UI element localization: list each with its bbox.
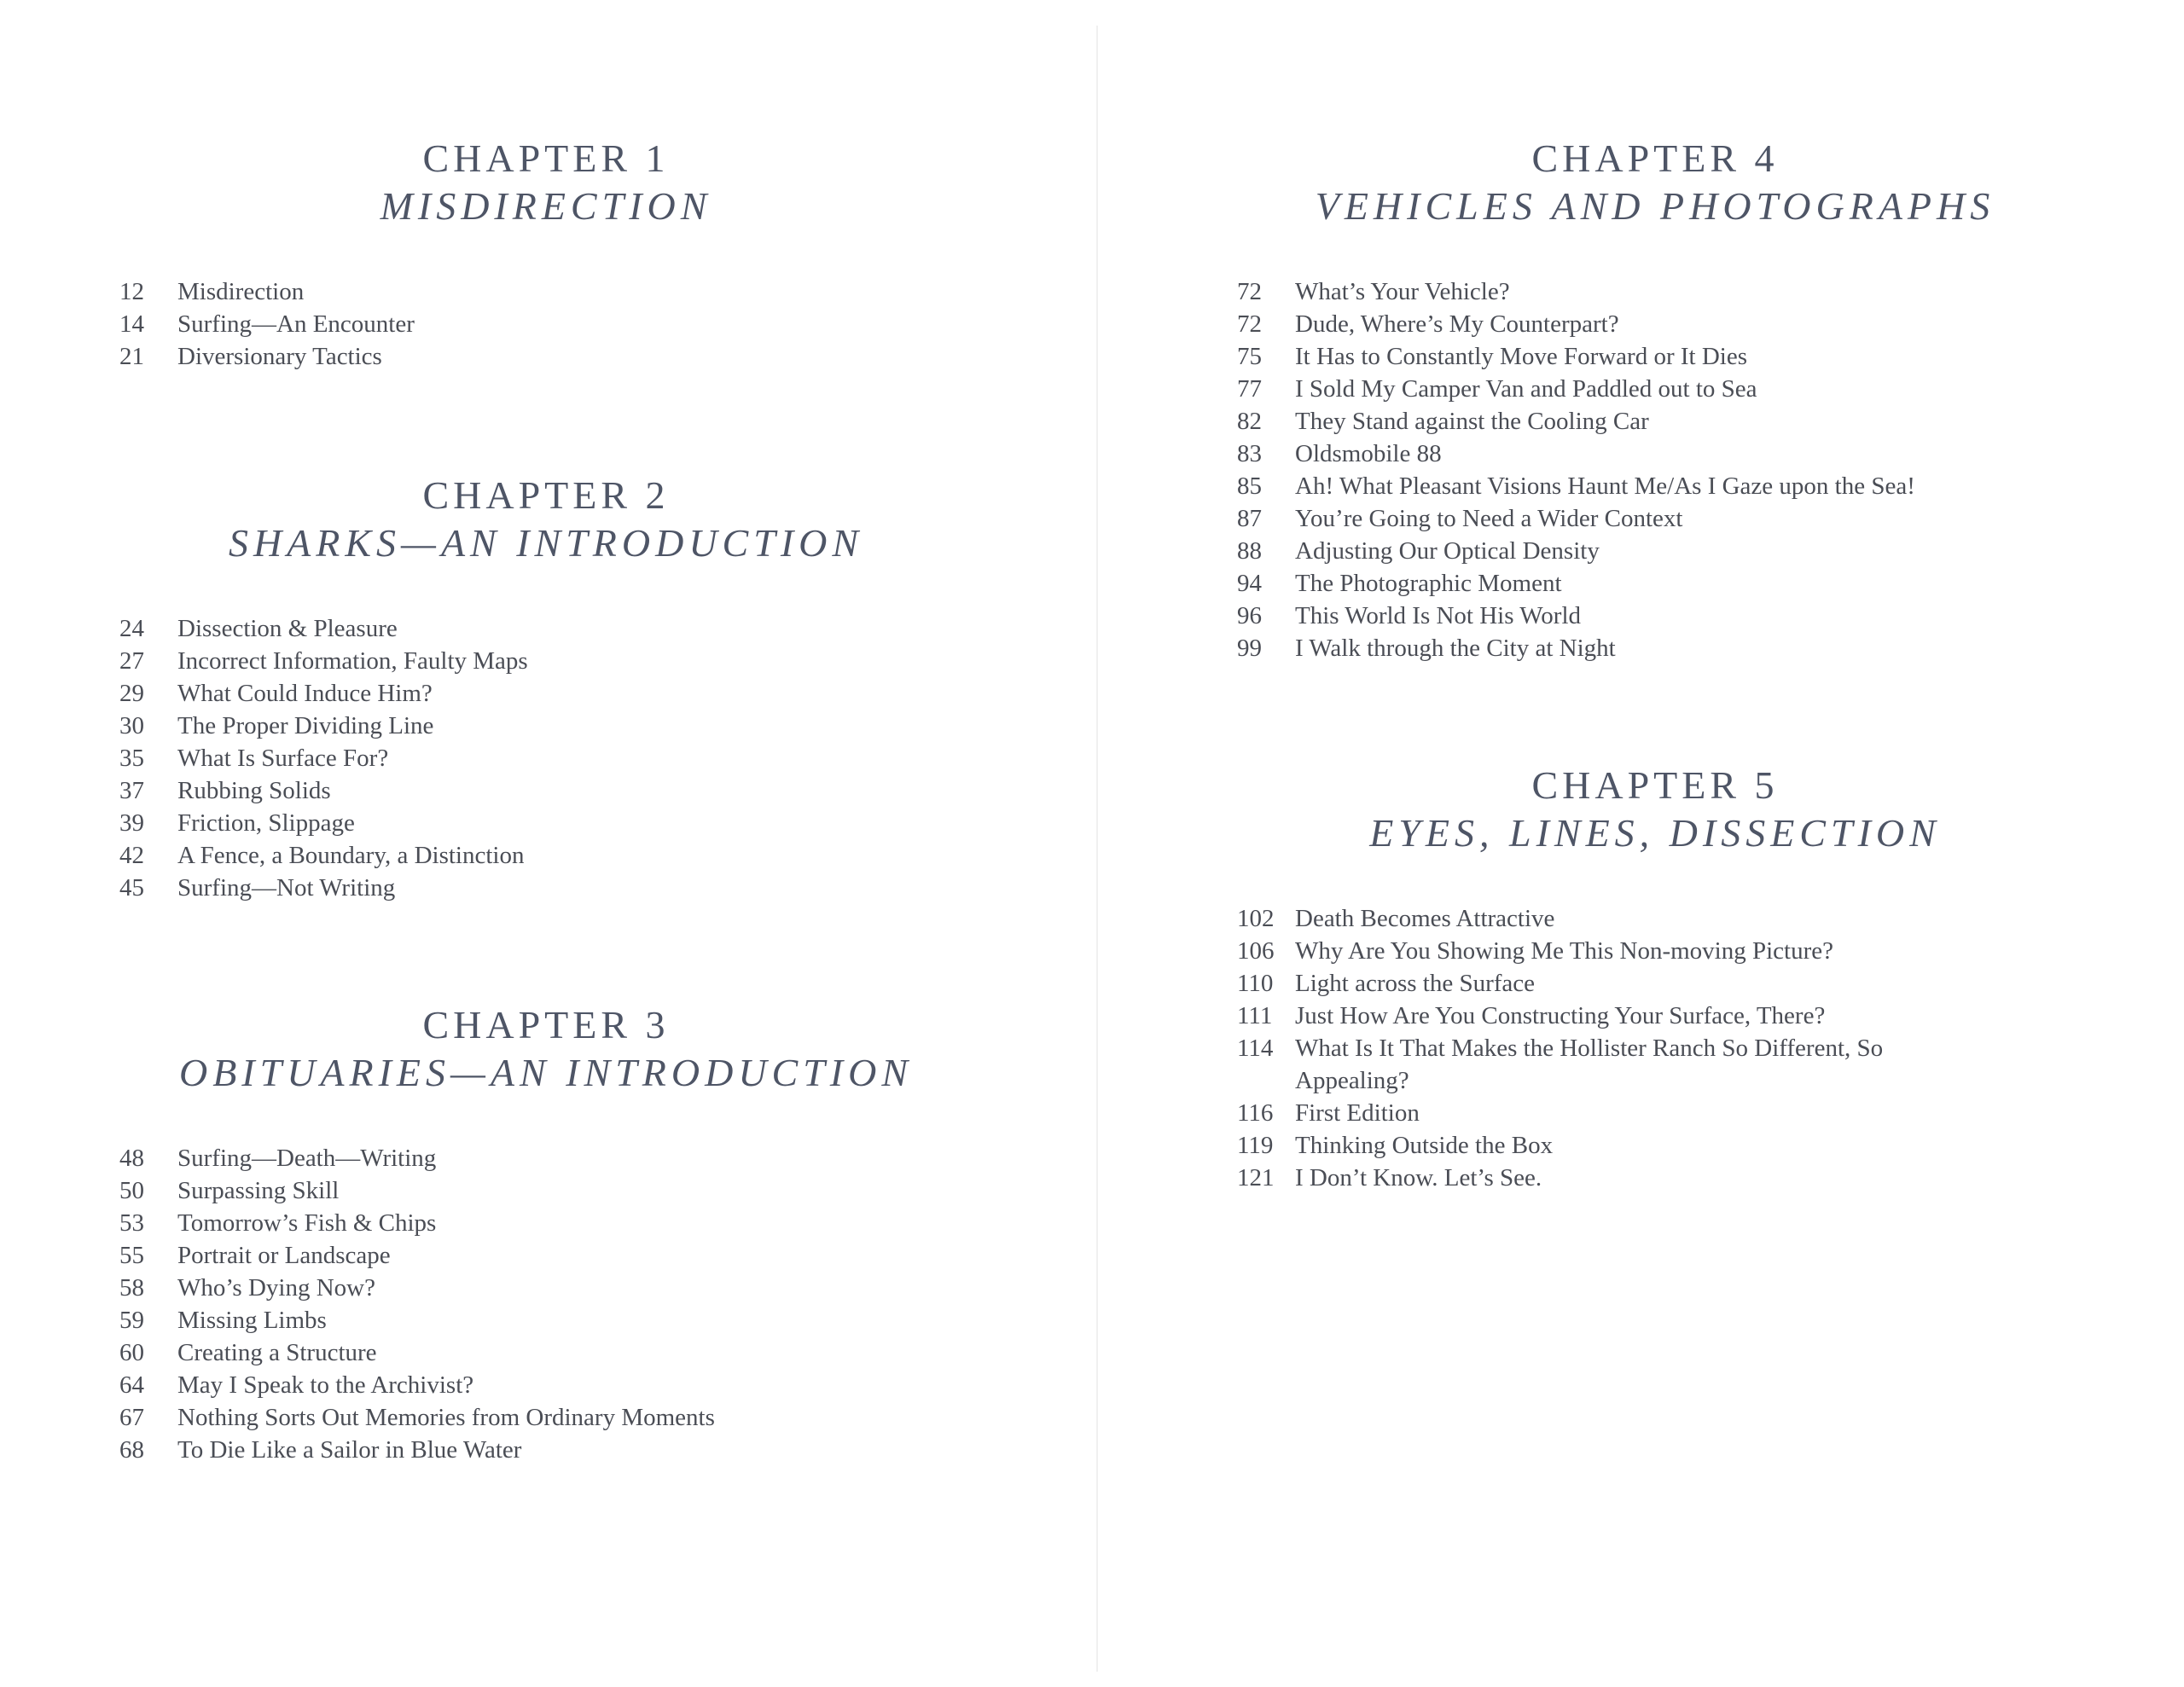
entry-page-number: 59 <box>119 1307 144 1334</box>
chapter-number: CHAPTER 1 <box>422 136 670 180</box>
entry-title: Tomorrow’s Fish & Chips <box>177 1209 437 1237</box>
entry-page-number: 29 <box>119 680 144 707</box>
entry-title: Portrait or Landscape <box>177 1242 391 1269</box>
entry-page-number: 24 <box>119 615 144 642</box>
entry-title: May I Speak to the Archivist? <box>177 1371 474 1399</box>
entry-title: I Walk through the City at Night <box>1295 635 1616 662</box>
entry-page-number: 116 <box>1237 1099 1274 1127</box>
chapter-2-entries <box>119 612 528 904</box>
entry-title: What Could Induce Him? <box>177 680 433 707</box>
entry-page-number: 39 <box>119 809 144 837</box>
entry-page-number: 87 <box>1237 505 1262 532</box>
chapter-number: CHAPTER 4 <box>1531 136 1779 180</box>
toc-entry[interactable] <box>119 1272 715 1304</box>
entry-title: Adjusting Our Optical Density <box>1295 537 1600 565</box>
toc-entry[interactable] <box>1237 600 1915 632</box>
entry-page-number: 102 <box>1237 905 1275 932</box>
entry-title: Incorrect Information, Faulty Maps <box>177 647 528 675</box>
entry-title: First Edition <box>1295 1099 1420 1127</box>
toc-entry[interactable] <box>1237 275 1915 308</box>
chapter-title: VEHICLES AND PHOTOGRAPHS <box>1315 184 1995 228</box>
toc-entry[interactable] <box>1237 567 1915 600</box>
entry-title: Nothing Sorts Out Memories from Ordinary Moments <box>177 1404 715 1431</box>
entry-title: They Stand against the Cooling Car <box>1295 408 1649 435</box>
chapter-title: SHARKS—AN INTRODUCTION <box>228 521 864 565</box>
chapter-title: MISDIRECTION <box>380 184 712 228</box>
entry-title: To Die Like a Sailor in Blue Water <box>177 1436 522 1464</box>
entry-title: Death Becomes Attractive <box>1295 905 1555 932</box>
chapter-2-heading <box>119 472 973 567</box>
toc-entry[interactable] <box>1237 935 1926 967</box>
entry-title: Who’s Dying Now? <box>177 1274 375 1301</box>
entry-page-number: 68 <box>119 1436 144 1464</box>
entry-title: Dissection & Pleasure <box>177 615 398 642</box>
entry-title: Thinking Outside the Box <box>1295 1132 1554 1159</box>
entry-title: Dude, Where’s My Counterpart? <box>1295 310 1619 338</box>
toc-entry[interactable] <box>1237 632 1915 664</box>
chapter-number: CHAPTER 5 <box>1531 763 1779 807</box>
entry-page-number: 48 <box>119 1145 144 1172</box>
entry-page-number: 83 <box>1237 440 1262 467</box>
entry-page-number: 94 <box>1237 570 1262 597</box>
toc-entry[interactable] <box>119 872 528 904</box>
toc-entry[interactable] <box>119 1304 715 1336</box>
entry-title: You’re Going to Need a Wider Context <box>1295 505 1683 532</box>
entry-page-number: 99 <box>1237 635 1262 662</box>
entry-page-number: 35 <box>119 745 144 772</box>
entry-title: Surpassing Skill <box>177 1177 340 1204</box>
entry-page-number: 14 <box>119 310 144 338</box>
entry-title: Just How Are You Constructing Your Surface, There? <box>1295 1002 1826 1029</box>
chapter-4-entries <box>1237 275 1915 664</box>
entry-title: Friction, Slippage <box>177 809 355 837</box>
toc-entry[interactable] <box>119 1239 715 1272</box>
toc-entry[interactable] <box>119 308 415 340</box>
chapter-title: OBITUARIES—AN INTRODUCTION <box>178 1051 914 1094</box>
entry-page-number: 72 <box>1237 310 1262 338</box>
toc-entry[interactable] <box>119 645 528 677</box>
entry-title: It Has to Constantly Move Forward or It Dies <box>1295 343 1747 370</box>
entry-page-number: 77 <box>1237 375 1262 403</box>
toc-entry[interactable] <box>119 677 528 710</box>
entry-title: I Sold My Camper Van and Paddled out to Sea <box>1295 375 1757 403</box>
entry-page-number: 45 <box>119 874 144 901</box>
toc-entry[interactable] <box>119 1174 715 1207</box>
entry-page-number: 111 <box>1237 1002 1273 1029</box>
entry-title: Creating a Structure <box>177 1339 377 1366</box>
entry-title: This World Is Not His World <box>1295 602 1582 629</box>
toc-entry[interactable] <box>119 612 528 645</box>
toc-entry[interactable] <box>1237 1162 1926 1194</box>
entry-title: What’s Your Vehicle? <box>1295 278 1510 305</box>
chapter-1-entries <box>119 275 415 373</box>
entry-title: Missing Limbs <box>177 1307 327 1334</box>
chapter-4-heading <box>1228 135 2082 230</box>
toc-entry[interactable] <box>119 1434 715 1466</box>
entry-page-number: 64 <box>119 1371 144 1399</box>
toc-entry[interactable] <box>119 807 528 839</box>
entry-page-number: 88 <box>1237 537 1262 565</box>
toc-entry[interactable] <box>119 1142 715 1174</box>
toc-entry[interactable] <box>119 839 528 872</box>
toc-entry[interactable] <box>1237 470 1915 502</box>
chapter-3-entries <box>119 1142 715 1466</box>
toc-entry[interactable] <box>119 275 415 308</box>
entry-title: Surfing—Death—Writing <box>177 1145 437 1172</box>
entry-title: What Is It That Makes the Hollister Ranch So Different, So Appealing? <box>1295 1035 1884 1094</box>
entry-page-number: 114 <box>1237 1035 1274 1062</box>
entry-title: Oldsmobile 88 <box>1295 440 1442 467</box>
toc-entry[interactable] <box>1237 373 1915 405</box>
entry-page-number: 72 <box>1237 278 1262 305</box>
toc-entry[interactable] <box>119 340 415 373</box>
entry-title: Rubbing Solids <box>177 777 331 804</box>
entry-page-number: 58 <box>119 1274 144 1301</box>
entry-title: I Don’t Know. Let’s See. <box>1295 1164 1542 1191</box>
toc-entry[interactable] <box>119 1336 715 1369</box>
toc-entry[interactable] <box>1237 438 1915 470</box>
toc-entry[interactable] <box>1237 502 1915 535</box>
chapter-1-heading <box>119 135 973 230</box>
chapter-5-entries <box>1237 902 1926 1194</box>
toc-entry[interactable] <box>119 774 528 807</box>
entry-page-number: 106 <box>1237 937 1275 965</box>
entry-page-number: 12 <box>119 278 144 305</box>
entry-title: Surfing—An Encounter <box>177 310 415 338</box>
entry-page-number: 27 <box>119 647 144 675</box>
entry-page-number: 96 <box>1237 602 1262 629</box>
toc-entry[interactable] <box>1237 535 1915 567</box>
entry-title: Misdirection <box>177 278 305 305</box>
entry-title: Surfing—Not Writing <box>177 874 396 901</box>
entry-page-number: 67 <box>119 1404 144 1431</box>
entry-title: The Photographic Moment <box>1295 570 1562 597</box>
entry-page-number: 37 <box>119 777 144 804</box>
toc-entry[interactable] <box>1237 967 1926 1000</box>
entry-page-number: 21 <box>119 343 144 370</box>
entry-title: Light across the Surface <box>1295 970 1536 997</box>
toc-entry[interactable] <box>1237 1032 1926 1097</box>
entry-page-number: 75 <box>1237 343 1262 370</box>
chapter-title: EYES, LINES, DISSECTION <box>1369 811 1941 855</box>
toc-entry[interactable] <box>1237 308 1915 340</box>
entry-page-number: 42 <box>119 842 144 869</box>
entry-title: Why Are You Showing Me This Non-moving Picture? <box>1295 937 1834 965</box>
toc-entry[interactable] <box>119 1207 715 1239</box>
toc-entry[interactable] <box>119 1401 715 1434</box>
toc-entry[interactable] <box>1237 1129 1926 1162</box>
toc-entry[interactable] <box>1237 405 1915 438</box>
chapter-number: CHAPTER 2 <box>422 473 670 517</box>
toc-entry[interactable] <box>1237 902 1926 935</box>
entry-page-number: 60 <box>119 1339 144 1366</box>
entry-page-number: 85 <box>1237 472 1262 500</box>
chapter-3-heading <box>119 1001 973 1097</box>
entry-page-number: 30 <box>119 712 144 739</box>
entry-title: The Proper Dividing Line <box>177 712 434 739</box>
entry-page-number: 82 <box>1237 408 1262 435</box>
toc-entry[interactable] <box>1237 340 1915 373</box>
entry-page-number: 55 <box>119 1242 144 1269</box>
entry-page-number: 50 <box>119 1177 144 1204</box>
entry-page-number: 110 <box>1237 970 1274 997</box>
entry-title: Diversionary Tactics <box>177 343 382 370</box>
toc-entry[interactable] <box>119 742 528 774</box>
entry-page-number: 121 <box>1237 1164 1275 1191</box>
toc-entry[interactable] <box>1237 1097 1926 1129</box>
toc-entry[interactable] <box>119 710 528 742</box>
toc-entry[interactable] <box>119 1369 715 1401</box>
entry-title: A Fence, a Boundary, a Distinction <box>177 842 525 869</box>
chapter-number: CHAPTER 3 <box>422 1003 670 1046</box>
entry-page-number: 119 <box>1237 1132 1274 1159</box>
entry-title: Ah! What Pleasant Visions Haunt Me/As I Gaze upon the Sea! <box>1295 472 1915 500</box>
page-gutter-divider <box>1096 26 1098 1672</box>
chapter-5-heading <box>1228 762 2082 857</box>
entry-title: What Is Surface For? <box>177 745 389 772</box>
toc-entry[interactable] <box>1237 1000 1926 1032</box>
entry-page-number: 53 <box>119 1209 144 1237</box>
